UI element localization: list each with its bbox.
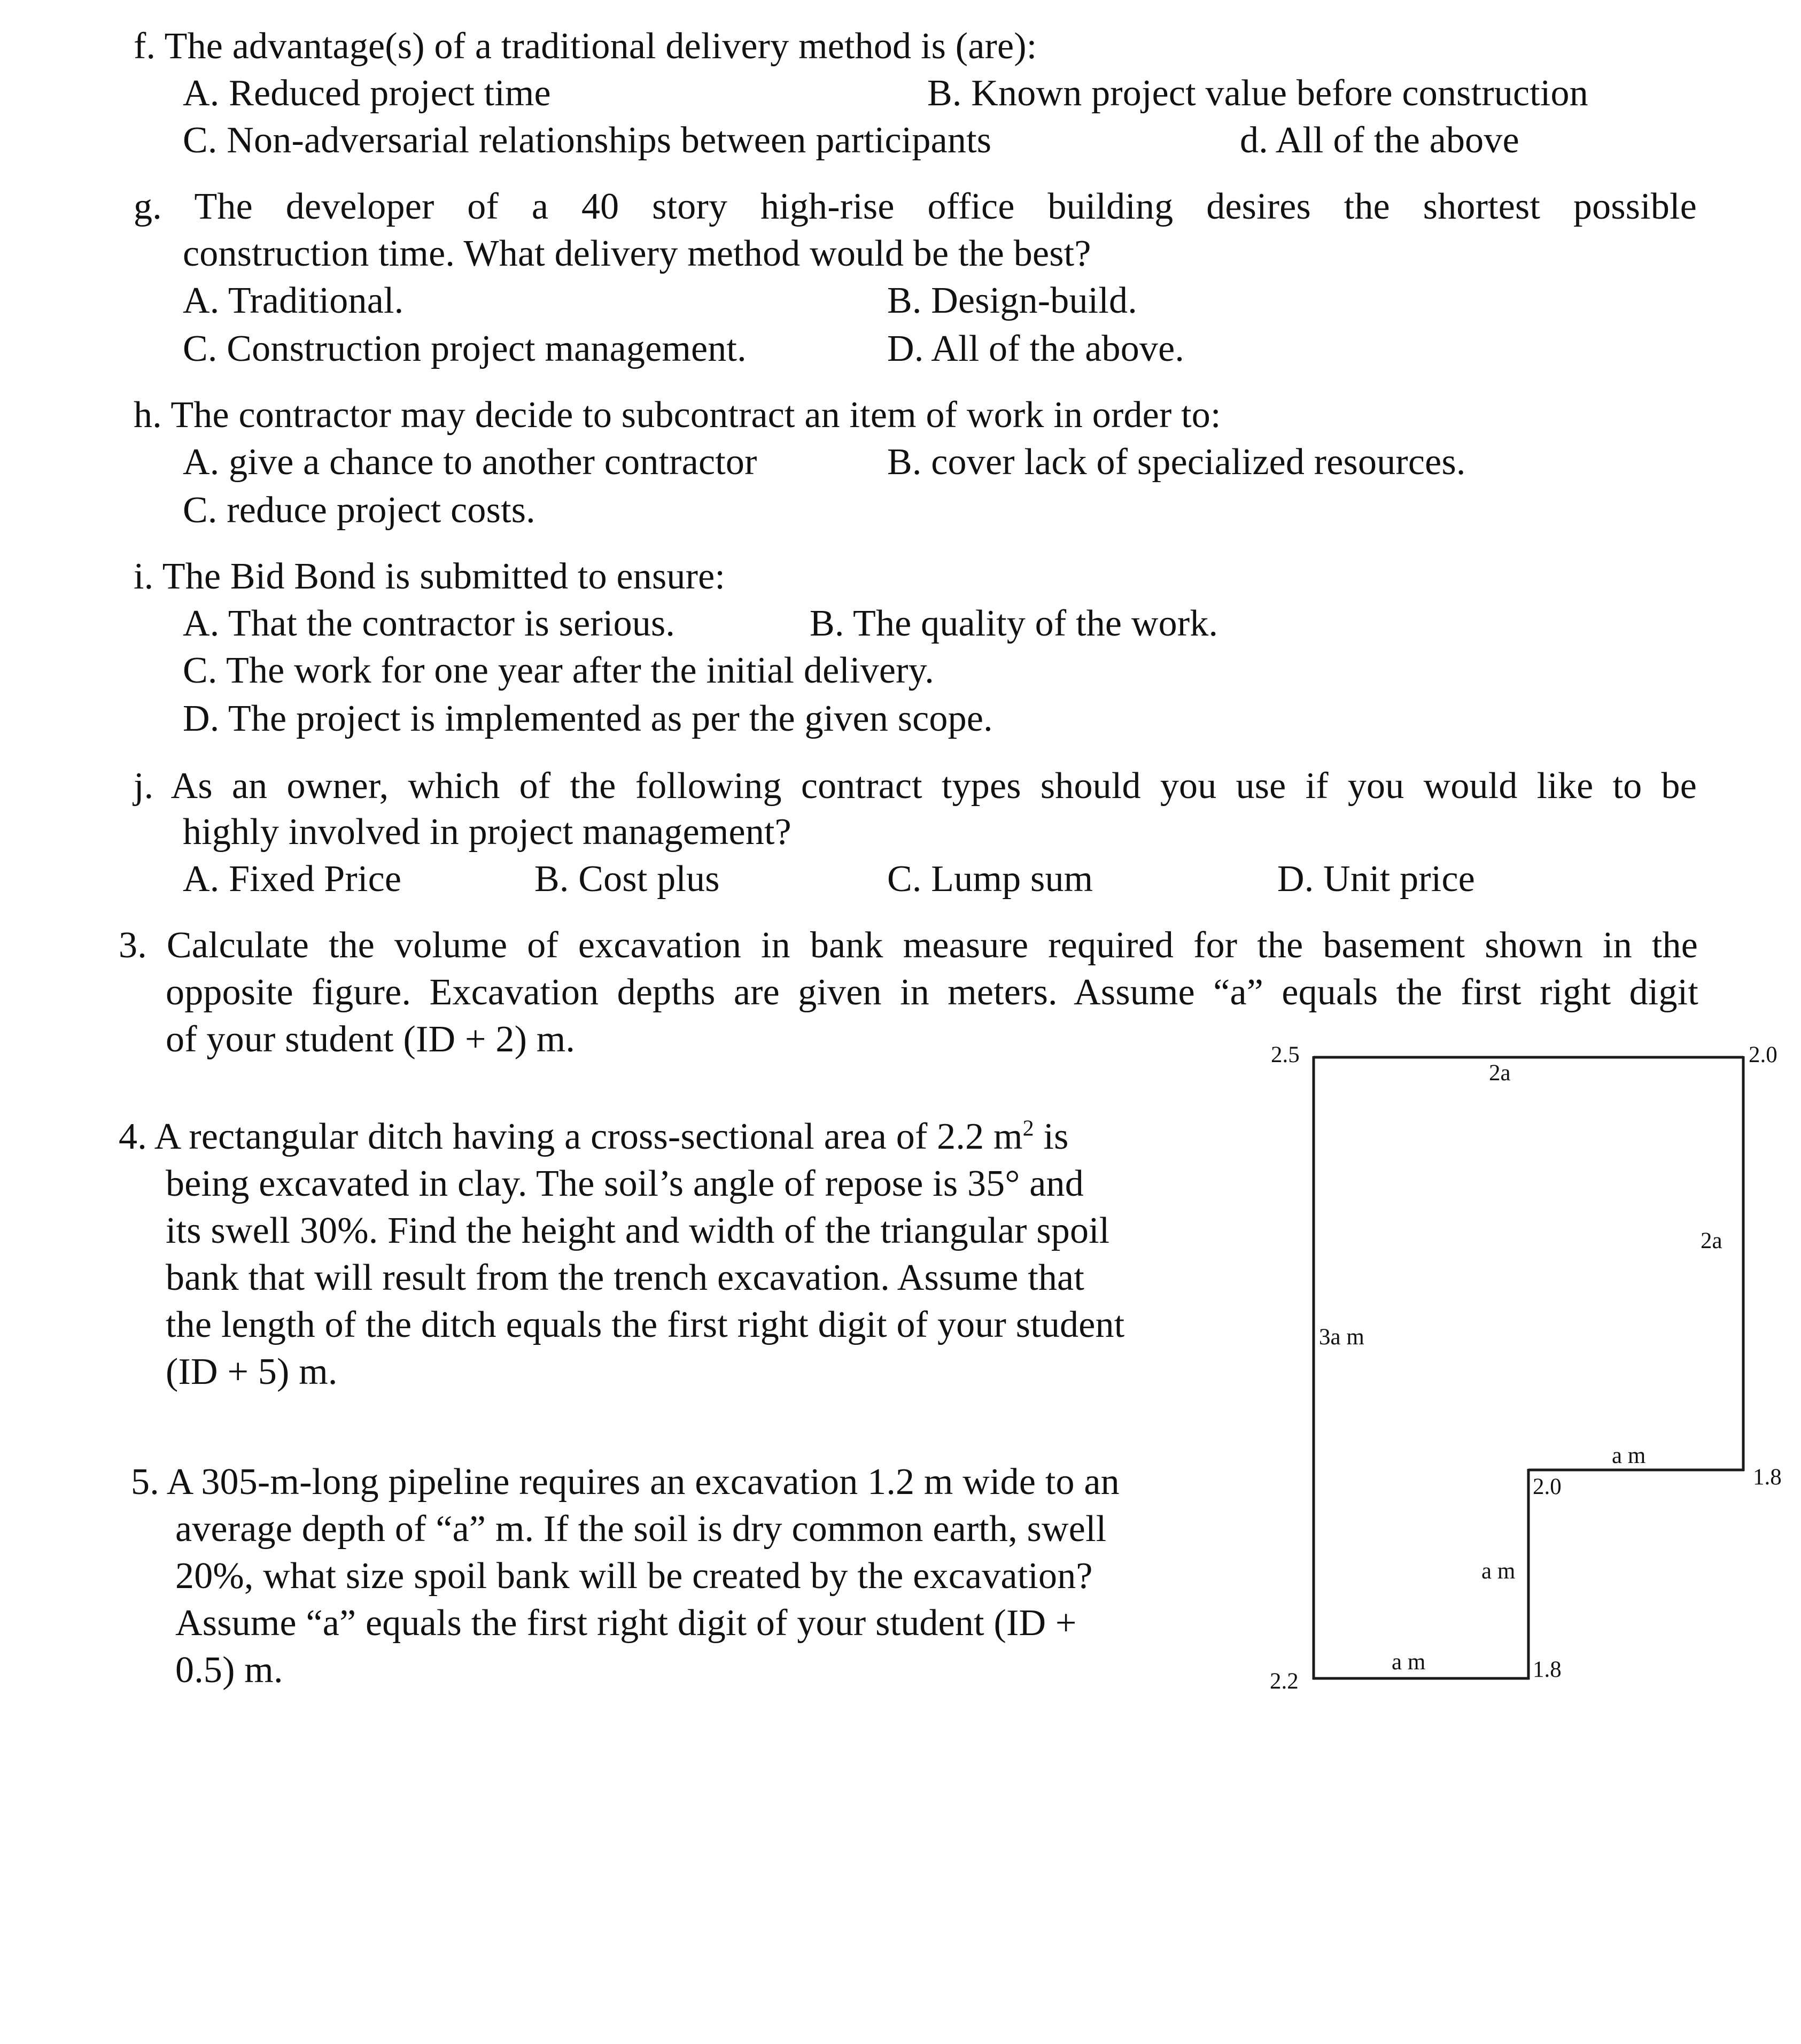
depth-label-top-left: 2.5 (1271, 1042, 1300, 1067)
dimension-label-top: 2a (1489, 1060, 1511, 1086)
question-h-option-a: A. give a chance to another contractor (183, 442, 757, 483)
question-g-option-d: D. All of the above. (887, 328, 1185, 369)
question-i-option-b: B. The quality of the work. (810, 603, 1218, 644)
dimension-label-right: 2a (1701, 1228, 1722, 1253)
question-i-stem: i. The Bid Bond is submitted to ensure: (134, 556, 726, 597)
question-f-stem: f. The advantage(s) of a traditional delivery method is (are): (134, 26, 1037, 67)
dimension-label-step-vertical: a m (1481, 1559, 1516, 1584)
question-g-line-2: construction time. What delivery method would be the best? (183, 233, 1091, 274)
depth-label-step-right: 1.8 (1753, 1465, 1782, 1490)
depth-label-top-right: 2.0 (1749, 1042, 1777, 1067)
question-f-option-c: C. Non-adversarial relationships between participants (183, 120, 992, 161)
question-f-option-a: A. Reduced project time (183, 73, 551, 114)
problem-5-line-1: 5. A 305-m-long pipeline requires an excavation 1.2 m wide to an (131, 1461, 1120, 1503)
question-g-option-b: B. Design-build. (887, 280, 1137, 321)
question-j-option-b: B. Cost plus (534, 858, 720, 900)
question-h-option-b: B. cover lack of specialized resources. (887, 442, 1466, 483)
question-h-stem: h. The contractor may decide to subcontract an item of work in order to: (134, 394, 1221, 436)
problem-4-line-1-end: is (1034, 1116, 1069, 1157)
problem-4-line-4: bank that will result from the trench excavation. Assume that (166, 1257, 1084, 1298)
question-h-option-c: C. reduce project costs. (183, 490, 535, 531)
problem-3-line-1: 3. Calculate the volume of excavation in bank measure required for the basement shown in the (119, 925, 1698, 966)
question-i-option-a: A. That the contractor is serious. (183, 603, 676, 644)
problem-4-line-2: being excavated in clay. The soil’s angle of repose is 35° and (166, 1163, 1084, 1204)
problem-5-line-4: Assume “a” equals the first right digit of your student (ID + (175, 1602, 1077, 1644)
problem-4-line-3: its swell 30%. Find the height and width of the triangular spoil (166, 1210, 1110, 1251)
dimension-label-left: 3a m (1319, 1325, 1364, 1350)
dimension-label-bottom: a m (1392, 1650, 1426, 1675)
question-i-option-c: C. The work for one year after the initial delivery. (183, 650, 934, 691)
depth-label-bottom-right: 1.8 (1533, 1657, 1562, 1682)
question-g-line-1: g. The developer of a 40 story high-rise office building desires the shortest possible (134, 186, 1697, 227)
question-j-option-d: D. Unit price (1277, 858, 1475, 900)
depth-label-step-inner: 2.0 (1533, 1474, 1562, 1499)
question-j-line-2: highly involved in project management? (183, 811, 791, 853)
depth-label-bottom-left: 2.2 (1270, 1669, 1299, 1694)
problem-5-line-5: 0.5) m. (175, 1650, 283, 1691)
question-g-option-c: C. Construction project management. (183, 328, 747, 369)
question-j-line-1: j. As an owner, which of the following contract types should you use if you would like to be (134, 765, 1697, 807)
problem-5-line-3: 20%, what size spoil bank will be created by the excavation? (175, 1555, 1093, 1597)
question-g-option-a: A. Traditional. (183, 280, 404, 321)
dimension-label-step-horizontal: a m (1612, 1443, 1646, 1468)
question-f-option-b: B. Known project value before construction (927, 73, 1588, 114)
question-j-option-a: A. Fixed Price (183, 858, 402, 900)
problem-4-line-6: (ID + 5) m. (166, 1351, 338, 1392)
problem-3-line-3: of your student (ID + 2) m. (166, 1019, 576, 1060)
question-f-option-d: d. All of the above (1240, 120, 1519, 161)
superscript-2: 2 (1022, 1116, 1034, 1141)
problem-3-line-2: opposite figure. Excavation depths are given in meters. Assume “a” equals the first right digit (166, 972, 1698, 1013)
problem-4-line-5: the length of the ditch equals the first right digit of your student (166, 1304, 1125, 1345)
question-j-option-c: C. Lump sum (887, 858, 1093, 900)
question-i-option-d: D. The project is implemented as per the given scope. (183, 698, 993, 739)
problem-4-line-1-text: 4. A rectangular ditch having a cross-sectional area of 2.2 m (119, 1116, 1023, 1157)
problem-5-line-2: average depth of “a” m. If the soil is dry common earth, swell (175, 1508, 1107, 1550)
